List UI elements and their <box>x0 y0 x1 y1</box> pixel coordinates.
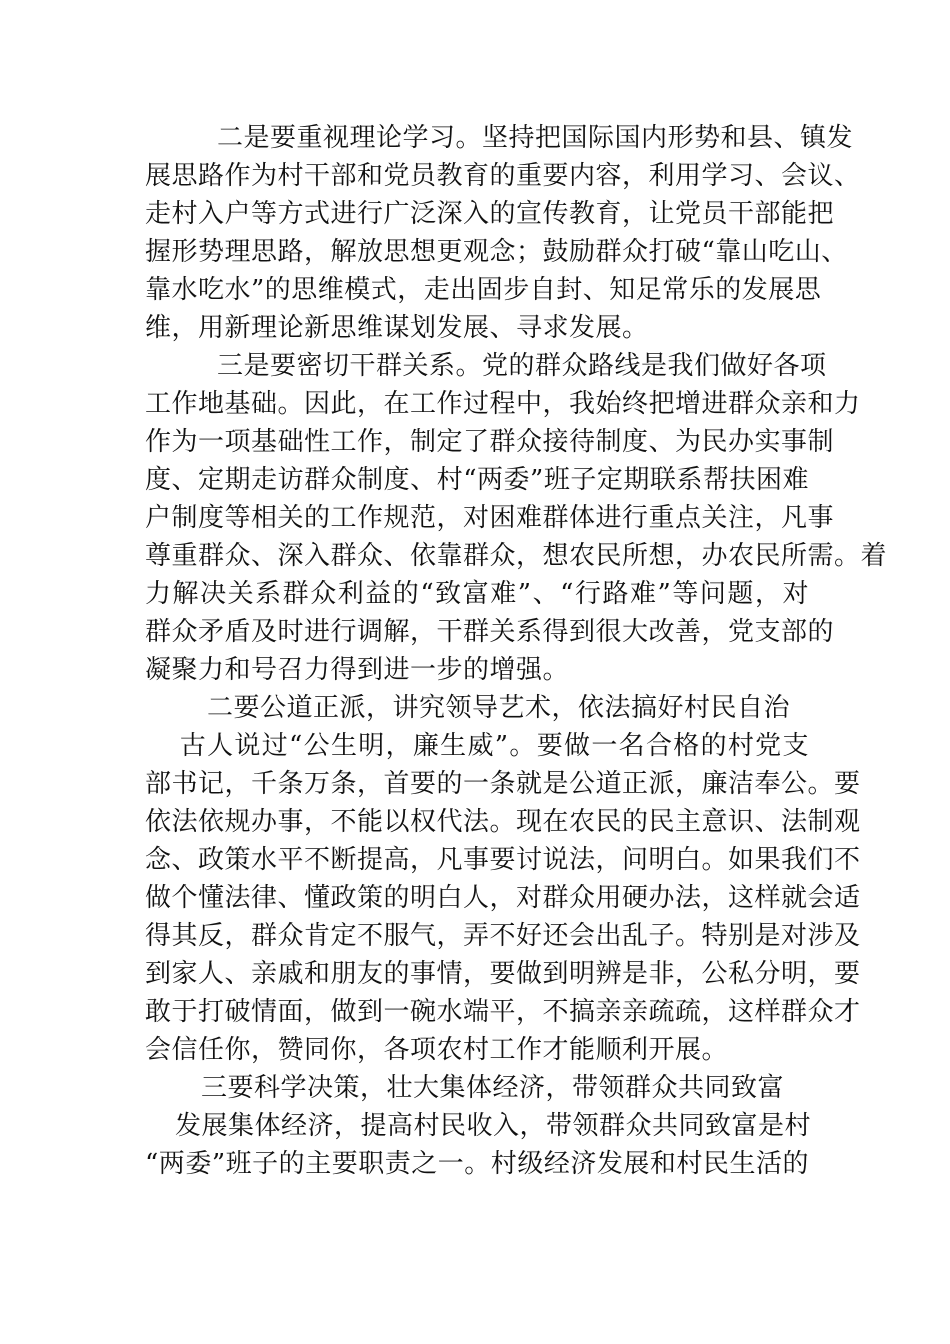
paragraph-line <box>145 118 854 158</box>
section-heading <box>145 688 809 728</box>
paragraph-line: 凝聚力和号召力得到进一步的增强。 <box>145 655 570 685</box>
paragraph-line: 部书记，千条万条，首要的一条就是公道正派，廉洁奉公。要 <box>145 769 861 799</box>
paragraph-line <box>145 346 827 386</box>
paragraph-line: 群众矛盾及时进行调解，干群关系得到很大改善，党支部的 <box>145 617 835 647</box>
paragraph-text: 发展集体经济，提高村民收入，带领群众共同致富是村 <box>175 1111 812 1141</box>
paragraph-line: 靠水吃水”的思维模式，走出固步自封、知足常乐的发展思 <box>145 275 822 305</box>
paragraph-line: 到家人、亲戚和朋友的事情，要做到明辨是非，公私分明，要 <box>145 959 861 989</box>
paragraph-line: 敢于打破情面，做到一碗水端平，不搞亲亲疏疏，这样群众才 <box>145 997 861 1027</box>
paragraph-line: 度、定期走访群众制度、村“两委”班子定期联系帮扶困难 <box>145 465 809 495</box>
paragraph-line: 展思路作为村干部和党员教育的重要内容，利用学习、会议、 <box>145 161 861 191</box>
paragraph-text: 古人说过“公生明，廉生威”。要做一名合格的村党支 <box>179 731 809 761</box>
paragraph-line: 维，用新理论新思维谋划发展、寻求发展。 <box>145 313 649 343</box>
paragraph-line: 尊重群众、深入群众、依靠群众，想农民所想，办农民所需。着 <box>145 541 888 571</box>
section-heading <box>145 1068 809 1108</box>
paragraph-line: 握形势理思路，解放思想更观念；鼓励群众打破“靠山吃山、 <box>145 237 848 267</box>
paragraph-line: 做个懂法律、懂政策的明白人，对群众用硬办法，这样就会适 <box>145 883 861 913</box>
paragraph-line: 念、政策水平不断提高，凡事要讨说法，问明白。如果我们不 <box>145 845 861 875</box>
paragraph-line: 得其反，群众肯定不服气，弄不好还会出乱子。特别是对涉及 <box>145 921 861 951</box>
paragraph-line <box>145 1106 812 1146</box>
paragraph-line: 工作地基础。因此，在工作过程中，我始终把增进群众亲和力 <box>145 389 861 419</box>
paragraph-line: 会信任你，赞同你，各项农村工作才能顺利开展。 <box>145 1035 729 1065</box>
heading-text: 三要科学决策，壮大集体经济，带领群众共同致富 <box>201 1073 785 1103</box>
paragraph-text: 三是要密切干群关系。党的群众路线是我们做好各项 <box>217 351 827 381</box>
paragraph-line: 力解决关系群众利益的“致富难”、“行路难”等问题，对 <box>145 579 809 609</box>
paragraph-text: 二是要重视理论学习。坚持把国际国内形势和县、镇发 <box>217 123 854 153</box>
paragraph-line: 户制度等相关的工作规范，对困难群体进行重点关注，凡事 <box>145 503 835 533</box>
paragraph-line: 作为一项基础性工作，制定了群众接待制度、为民办实事制 <box>145 427 835 457</box>
heading-text: 二要公道正派，讲究领导艺术，依法搞好村民自治 <box>207 693 791 723</box>
paragraph-line: “两委”班子的主要职责之一。村级经济发展和村民生活的 <box>145 1149 809 1179</box>
paragraph-line <box>145 726 809 766</box>
paragraph-line: 依法依规办事，不能以权代法。现在农民的民主意识、法制观 <box>145 807 861 837</box>
paragraph-line: 走村入户等方式进行广泛深入的宣传教育，让党员干部能把 <box>145 199 835 229</box>
